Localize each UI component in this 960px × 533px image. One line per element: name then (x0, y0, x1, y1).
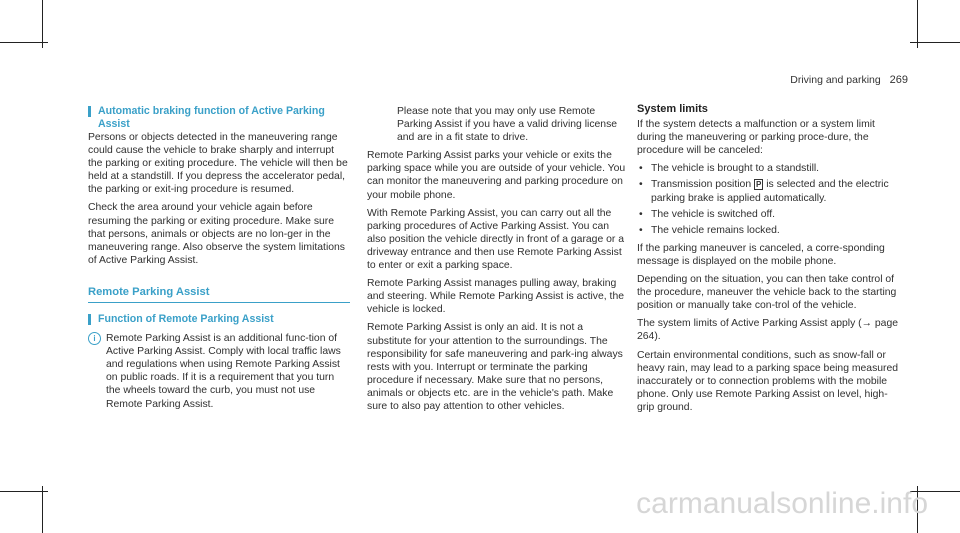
info-icon: i (88, 332, 101, 345)
column-3 (637, 103, 899, 419)
crop-mark (42, 486, 43, 533)
page-number: 269 (889, 74, 908, 86)
paragraph: Depending on the situation, you can then take control of the procedure, maneuver the vehicle back to the starting position or manually take con-trol of the vehicle. (637, 274, 897, 312)
column-1 (88, 105, 350, 411)
heading-marker (88, 314, 91, 325)
info-note-text: Remote Parking Assist is an additional func-tion of Active Parking Assist. Comply with local traffic laws and regulations when using Remote Parking Assist on public roads. If it is a requirement that you turn the wheels toward the curb, you must not use Remote Parking Assist. (106, 333, 341, 410)
heading-marker (88, 106, 91, 117)
page-header (790, 74, 908, 86)
paragraph: Remote Parking Assist manages pulling away, braking and steering. While Remote Parking Assist is active, the vehicle is locked. (367, 278, 624, 316)
crop-mark (917, 0, 918, 48)
heading-system-limits: System limits (637, 103, 708, 115)
crop-mark (0, 491, 48, 492)
paragraph: Remote Parking Assist is only an aid. It is not a substitute for your attention to the surroundings. The responsibility for safe maneuvering and park-ing always rests with you. Interrupt or terminate the parking procedure if necessary. Make sure that no persons, animals or objects etc. are in the vehicle's path. Make sure to also pay attention to other vehicles. (367, 322, 623, 412)
paragraph: If the parking maneuver is canceled, a corre-sponding message is displayed on the mobile phone. (637, 242, 885, 267)
gear-p-symbol: P (756, 180, 762, 190)
list-item: • The vehicle is switched off. (637, 208, 899, 221)
paragraph: If the system detects a malfunction or a system limit during the maneuvering or parking proce-dure, the procedure will be canceled: (637, 119, 875, 157)
crop-mark (910, 42, 960, 43)
column-2 (367, 105, 627, 418)
list-item: • The vehicle is brought to a standstill. (637, 162, 899, 175)
section-heading-remote-parking: Remote Parking Assist (88, 286, 350, 303)
paragraph: Please note that you may only use Remote Parking Assist if you have a valid driving license and are in a fit state to drive. (397, 106, 618, 144)
paragraph-page-ref[interactable]: The system limits of Active Parking Assist apply (→ page 264). (637, 318, 899, 343)
list-item: • Transmission position P is selected and the electric parking brake is applied automatically. (637, 178, 899, 204)
heading-automatic-braking: Automatic braking function of Active Parking Assist (88, 105, 350, 131)
paragraph: Certain environmental conditions, such as snow-fall or heavy rain, may lead to a parking space being measured inaccurately or to connection problems with the mobile phone. Only use Remote Parking Assist on level, high-grip ground. (637, 349, 899, 413)
heading-function-remote-parking: Function of Remote Parking Assist (88, 313, 350, 326)
paragraph: With Remote Parking Assist, you can carry out all the parking procedures of Active Parking Assist. You can also position the vehicle directly in front of a garage or a driveway entrance and then use Remote Parking Assist to enter or exit a parking space. (367, 207, 625, 272)
crop-mark (0, 42, 48, 43)
watermark: carmanualsonline.info (636, 487, 928, 520)
crop-mark (42, 0, 43, 48)
list-item: • The vehicle remains locked. (637, 224, 899, 237)
paragraph: Persons or objects detected in the maneuvering range could cause the vehicle to brake sharply and interrupt the parking or exiting procedure. The vehicle will then be held at a standstill. If you depress the accelerator pedal, the parking or exit-ing procedure is resumed. (88, 132, 348, 196)
section-title: Driving and parking (790, 74, 881, 86)
info-note (88, 332, 350, 411)
paragraph: Check the area around your vehicle again before resuming the parking or exiting procedure. Make sure that persons, animals or objects are no lon-ger in the maneuvering range. Also observe the system limitations of Active Parking Assist. (88, 202, 346, 266)
limits-list (637, 162, 899, 236)
paragraph: Remote Parking Assist parks your vehicle or exits the parking space while you are outside of your vehicle. You can monitor the maneuvering and parking procedure on your mobile phone. (367, 150, 626, 201)
